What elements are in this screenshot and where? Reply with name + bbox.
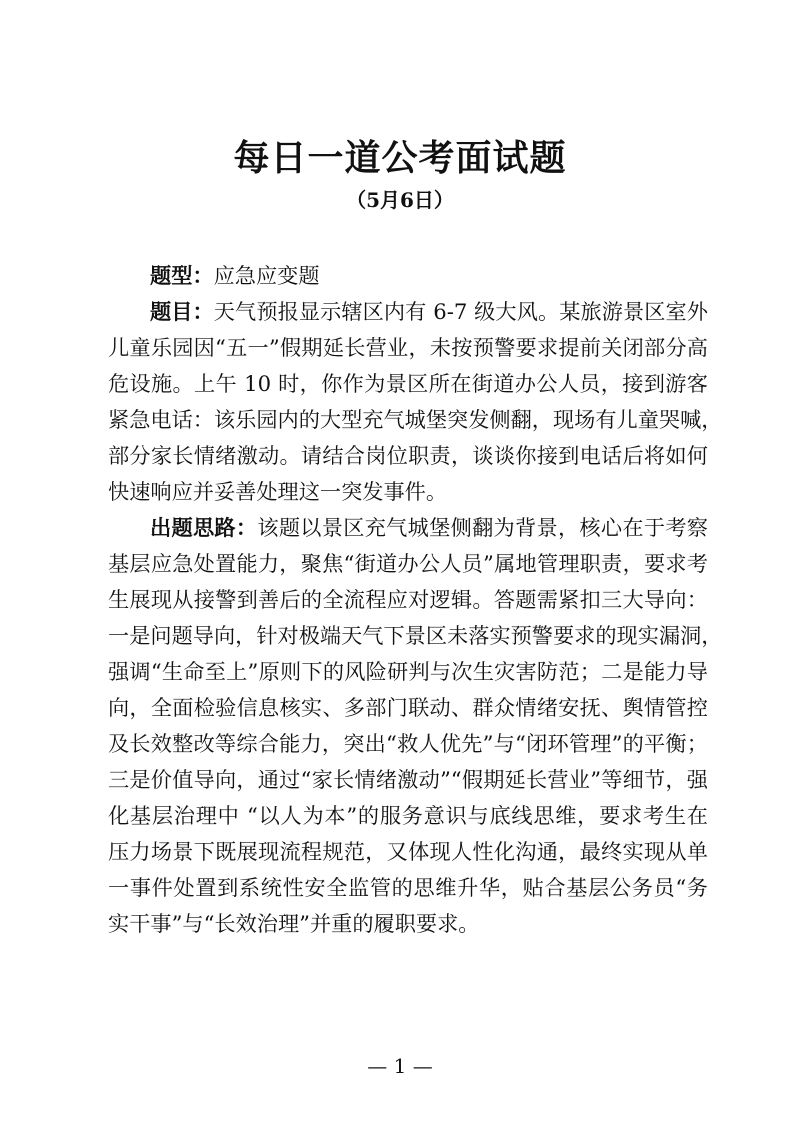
paragraph-line: 部分家长情绪激动。请结合岗位职责，谈谈你接到电话后将如何 xyxy=(108,443,708,468)
section-text: 该题以景区充气城堡侧翻为背景，核心在于考察 xyxy=(257,515,708,540)
page-date: （5月6日） xyxy=(346,188,454,212)
section-type xyxy=(108,258,708,294)
paragraph-line: 儿童乐园因“五一”假期延长营业，未按预警要求提前关闭部分高 xyxy=(108,335,708,360)
paragraph-line: 实干事”与“长效治理”并重的履职要求。 xyxy=(108,911,480,936)
paragraph-line: 三是价值导向，通过“家长情绪激动”“假期延长营业”等细节，强 xyxy=(108,767,708,792)
paragraph-line: 压力场景下既展现流程规范，又体现人性化沟通，最终实现从单 xyxy=(108,839,708,864)
document-body xyxy=(108,258,723,942)
paragraph-line: 一是问题导向，针对极端天气下景区未落实预警要求的现实漏洞， xyxy=(108,623,723,648)
paragraph-line: 及长效整改等综合能力，突出“救人优先”与“闭环管理”的平衡； xyxy=(108,731,708,756)
section-text: 应急应变题 xyxy=(213,263,320,288)
section-text: 天气预报显示辖区内有 6-7 级大风。某旅游景区室外 xyxy=(213,299,708,324)
paragraph-line: 紧急电话：该乐园内的大型充气城堡突发侧翻，现场有儿童哭喊， xyxy=(108,407,723,432)
section-label: 题目： xyxy=(150,299,214,324)
paragraph-line: 强调“生命至上”原则下的风险研判与次生灾害防范；二是能力导 xyxy=(108,659,708,684)
paragraph-line xyxy=(108,258,708,294)
section-analysis xyxy=(108,510,723,942)
page-number: — 1 — xyxy=(367,1054,433,1078)
section-label: 出题思路： xyxy=(150,515,258,540)
paragraph-line: 一事件处置到系统性安全监管的思维升华，贴合基层公务员“务 xyxy=(108,875,708,900)
paragraph-line: 生展现从接警到善后的全流程应对逻辑。答题需紧扣三大导向： xyxy=(108,587,708,612)
paragraph-line: 危设施。上午 10 时，你作为景区所在街道办公人员，接到游客 xyxy=(108,371,708,396)
paragraph-line xyxy=(108,510,708,546)
section-question xyxy=(108,294,723,510)
page-title: 每日一道公考面试题 xyxy=(233,137,567,179)
paragraph-line: 基层应急处置能力，聚焦“街道办公人员”属地管理职责，要求考 xyxy=(108,551,708,576)
paragraph-line xyxy=(108,294,708,330)
paragraph-line: 快速响应并妥善处理这一突发事件。 xyxy=(108,479,448,504)
section-label: 题型： xyxy=(150,263,214,288)
paragraph-line: 向，全面检验信息核实、多部门联动、群众情绪安抚、舆情管控 xyxy=(108,695,708,720)
paragraph-line: 化基层治理中 “以人为本”的服务意识与底线思维，要求考生在 xyxy=(108,803,708,828)
